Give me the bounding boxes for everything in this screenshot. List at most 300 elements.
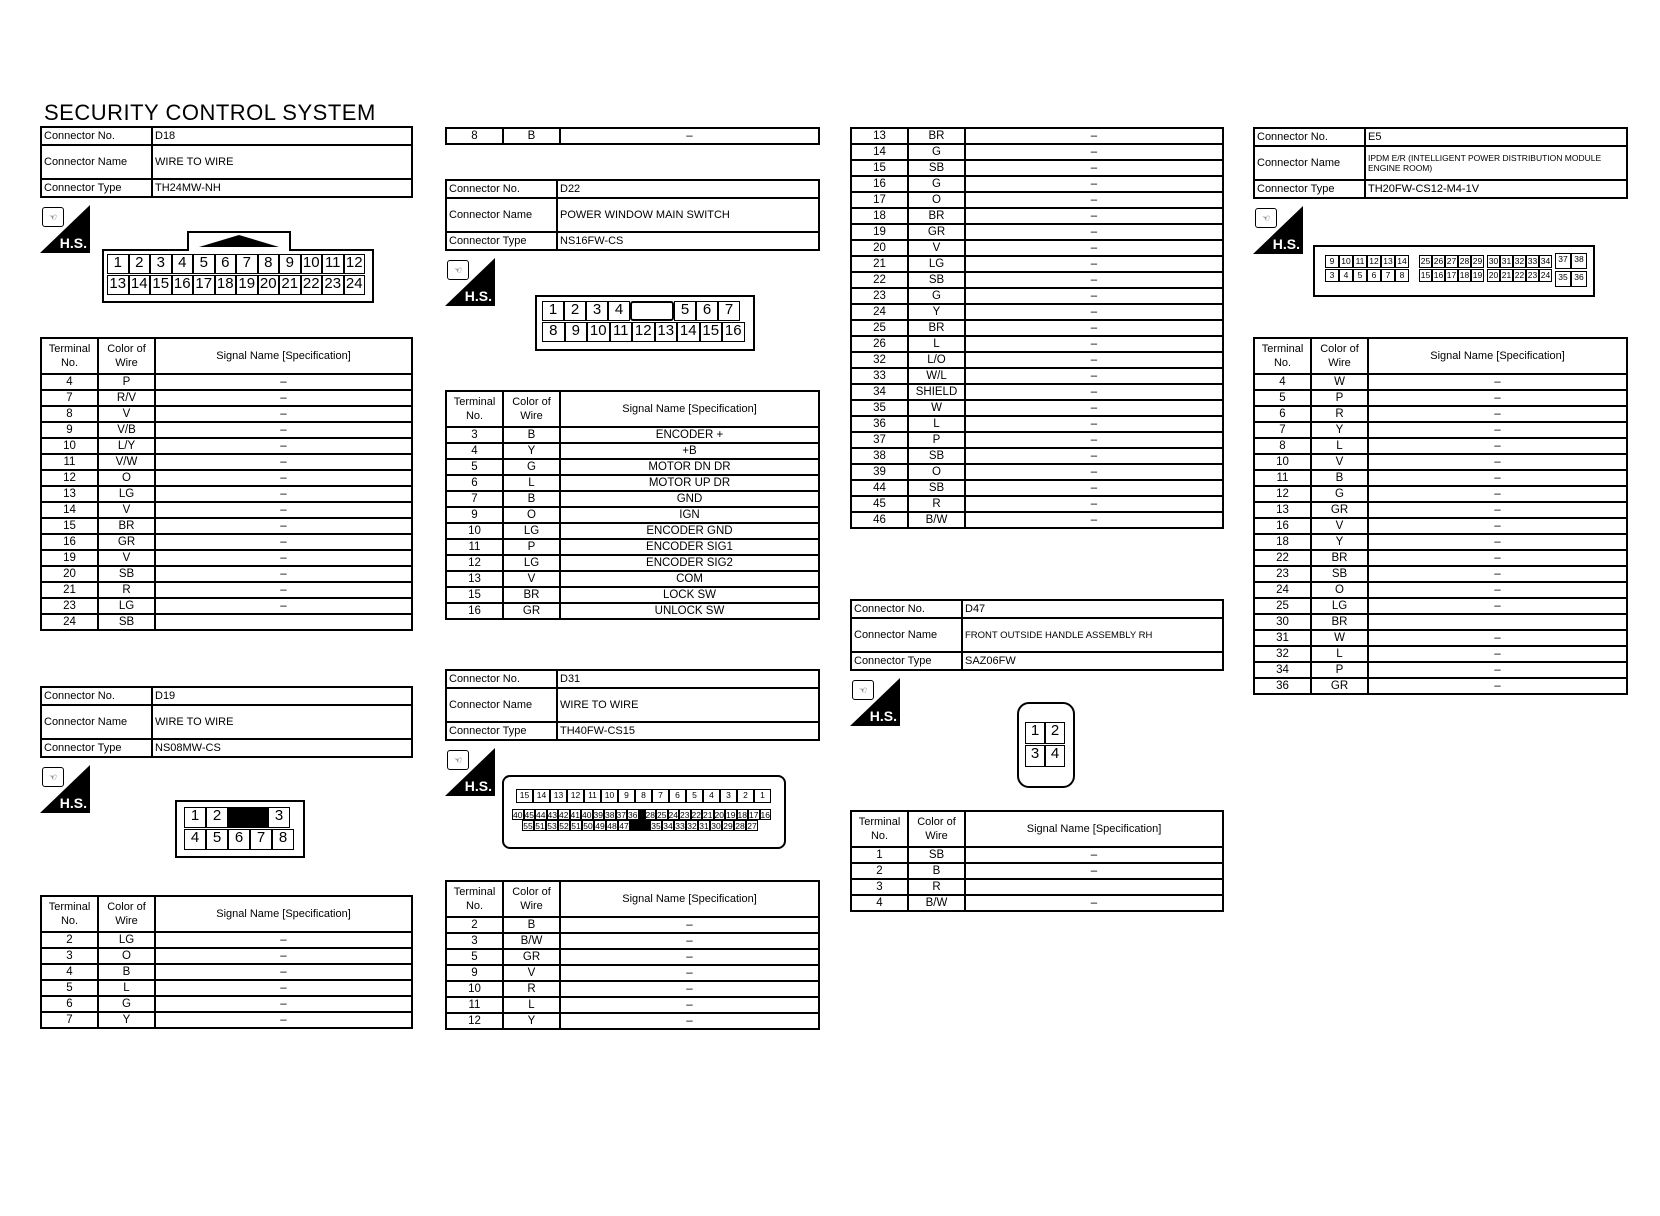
signal-name-cell: –	[1368, 422, 1627, 438]
terminal-no-cell: 22	[851, 272, 908, 288]
e5-info	[1253, 127, 1628, 199]
terminal-no-cell: 7	[41, 1012, 98, 1028]
terminal-no-cell: 32	[1254, 646, 1311, 662]
d31-connector-face	[502, 775, 786, 849]
wire-color-cell: W/L	[908, 368, 965, 384]
hs-icon: ☜ H.S.	[445, 258, 495, 306]
terminal-no-cell: 2	[446, 917, 503, 933]
table-row	[851, 176, 1223, 192]
wire-color-cell: BR	[1311, 550, 1368, 566]
signal-name-cell: ENCODER SIG2	[560, 555, 819, 571]
terminal-no-cell: 7	[41, 390, 98, 406]
wire-color-cell: B/W	[503, 933, 560, 949]
terminal-no-cell: 13	[446, 571, 503, 587]
pin-cell: 23	[322, 275, 344, 295]
pin-cell: 16	[760, 810, 770, 820]
pin-cell: 29	[723, 821, 733, 831]
connector-no-value: E5	[1365, 128, 1627, 146]
wire-color-cell: GR	[908, 224, 965, 240]
signal-name-cell: –	[965, 128, 1223, 144]
terminal-no-cell: 8	[446, 128, 503, 144]
wire-color-cell: BR	[503, 587, 560, 603]
terminal-no-cell: 4	[41, 964, 98, 980]
table-row	[851, 448, 1223, 464]
table-row	[851, 512, 1223, 528]
wire-color-cell: SB	[908, 272, 965, 288]
table-row	[1254, 630, 1627, 646]
pin-row	[522, 820, 758, 831]
terminal-no-cell: 10	[446, 981, 503, 997]
page-title: SECURITY CONTROL SYSTEM	[44, 100, 376, 125]
connector-name-value: WIRE TO WIRE	[152, 705, 412, 739]
pin-cell: 1	[542, 301, 564, 321]
terminal-no-header: Terminal No.	[446, 391, 503, 427]
wire-color-cell: LG	[503, 523, 560, 539]
wire-color-cell: B/W	[908, 512, 965, 528]
signal-name-cell: –	[1368, 646, 1627, 662]
signal-name-cell: –	[965, 384, 1223, 400]
signal-name-cell: –	[965, 464, 1223, 480]
terminal-no-cell: 9	[446, 507, 503, 523]
wire-color-cell: P	[98, 374, 155, 390]
pin-cell: 30	[1488, 256, 1499, 266]
pin-cell: 49	[595, 821, 605, 831]
signal-name-cell: –	[155, 1012, 412, 1028]
pin-cell: 4	[608, 301, 630, 321]
wire-color-cell: SB	[908, 448, 965, 464]
pin-cell: 17	[749, 810, 759, 820]
e5-connector-face	[1313, 245, 1595, 297]
table-row	[851, 144, 1223, 160]
pin-row	[1555, 271, 1587, 287]
table-row	[446, 459, 819, 475]
d22-connector-face	[535, 295, 755, 351]
signal-name-cell: –	[965, 176, 1223, 192]
color-of-wire-header: Color of Wire	[98, 896, 155, 932]
d19-pin-table	[40, 895, 413, 1029]
wire-color-cell: W	[908, 400, 965, 416]
connector-type-value: SAZ06FW	[962, 652, 1223, 670]
pin-cell: 51	[535, 821, 545, 831]
terminal-no-cell: 4	[1254, 374, 1311, 390]
wire-color-cell: G	[1311, 486, 1368, 502]
pin-cell: 29	[1472, 256, 1483, 266]
terminal-no-cell: 13	[41, 486, 98, 502]
wire-color-cell: Y	[1311, 534, 1368, 550]
wire-color-cell: SB	[1311, 566, 1368, 582]
signal-name-cell: –	[155, 980, 412, 996]
terminal-no-cell: 14	[851, 144, 908, 160]
terminal-no-cell: 4	[41, 374, 98, 390]
pin-cell: 19	[726, 810, 736, 820]
table-header-row	[41, 896, 412, 932]
pin-cell: 5	[193, 254, 215, 274]
table-row	[851, 464, 1223, 480]
wire-color-cell: SB	[908, 480, 965, 496]
signal-name-cell: –	[155, 454, 412, 470]
table-row	[41, 374, 412, 390]
signal-name-cell: –	[155, 996, 412, 1012]
signal-name-cell: –	[965, 480, 1223, 496]
terminal-no-cell: 5	[1254, 390, 1311, 406]
signal-name-cell: –	[965, 368, 1223, 384]
pin-cell: 32	[1514, 256, 1525, 266]
terminal-no-cell: 2	[851, 863, 908, 879]
wire-color-cell: B	[503, 491, 560, 507]
wire-color-cell: GR	[1311, 502, 1368, 518]
wire-color-cell: O	[908, 464, 965, 480]
connector-type-value: NS08MW-CS	[152, 739, 412, 757]
table-row	[446, 997, 819, 1013]
pin-cell: 1	[184, 807, 206, 828]
connector-no-label: Connector No.	[446, 180, 557, 198]
pin-cell: 4	[172, 254, 194, 274]
pin-cell: 22	[301, 275, 323, 295]
pin-cell: 9	[279, 254, 301, 274]
terminal-no-cell: 21	[851, 256, 908, 272]
terminal-no-cell: 9	[41, 422, 98, 438]
pin-cell: 15	[1420, 270, 1431, 280]
pin-cell: 2	[206, 807, 228, 828]
wire-color-cell: B	[908, 863, 965, 879]
signal-name-cell: –	[965, 256, 1223, 272]
terminal-no-cell: 3	[41, 948, 98, 964]
pin-cell: 14	[129, 275, 151, 295]
table-row	[41, 502, 412, 518]
pin-cell: 15	[516, 789, 533, 803]
table-row	[851, 208, 1223, 224]
terminal-no-cell: 46	[851, 512, 908, 528]
table-row	[851, 160, 1223, 176]
pin-cell: 3	[1325, 269, 1339, 282]
wire-color-cell: Y	[503, 1013, 560, 1029]
terminal-no-cell: 26	[851, 336, 908, 352]
pin-cell: 37	[1555, 253, 1571, 269]
signal-name-cell: –	[1368, 486, 1627, 502]
pin-cell: 8	[635, 789, 652, 803]
connector-name-value: POWER WINDOW MAIN SWITCH	[557, 198, 819, 232]
table-row	[851, 480, 1223, 496]
pin-cell: 7	[236, 254, 258, 274]
table-row	[41, 438, 412, 454]
wire-color-cell: R	[1311, 406, 1368, 422]
pin-cell: 18	[737, 810, 747, 820]
pin-cell: 8	[272, 829, 294, 850]
connector-name-value: IPDM E/R (INTELLIGENT POWER DISTRIBUTION MODULE ENGINE ROOM)	[1365, 146, 1627, 180]
wire-color-cell: O	[98, 470, 155, 486]
signal-name-cell: –	[965, 304, 1223, 320]
signal-name-cell: –	[155, 422, 412, 438]
wire-color-cell: GR	[1311, 678, 1368, 694]
connector-no-value: D22	[557, 180, 819, 198]
signal-name-cell: GND	[560, 491, 819, 507]
pin-cell: 14	[1395, 255, 1409, 268]
connector-key	[630, 820, 650, 831]
signal-name-cell: IGN	[560, 507, 819, 523]
d22-info	[445, 179, 820, 251]
hs-icon: ☜ H.S.	[850, 678, 900, 726]
signal-name-cell: –	[560, 997, 819, 1013]
table-header-row	[851, 811, 1223, 847]
pin-cell: 48	[607, 821, 617, 831]
terminal-no-cell: 5	[446, 459, 503, 475]
pin-row	[184, 807, 290, 828]
table-row	[41, 486, 412, 502]
pin-cell: 9	[565, 322, 588, 342]
pin-cell: 10	[601, 789, 618, 803]
pin-cell: 39	[593, 810, 603, 820]
signal-name-cell: –	[965, 208, 1223, 224]
d31-pin-table	[445, 880, 820, 1030]
d19-connector-face	[175, 800, 305, 858]
connector-name-label: Connector Name	[446, 688, 557, 722]
pin-row	[1025, 722, 1065, 744]
terminal-no-cell: 19	[851, 224, 908, 240]
terminal-no-cell: 18	[851, 208, 908, 224]
table-row	[851, 192, 1223, 208]
pin-cell: 21	[703, 810, 713, 820]
signal-name-cell: –	[155, 964, 412, 980]
signal-name-cell: –	[965, 144, 1223, 160]
signal-name-cell: –	[1368, 662, 1627, 678]
pin-cell: 10	[301, 254, 323, 274]
e5-pin-table	[1253, 337, 1628, 695]
terminal-no-cell: 11	[41, 454, 98, 470]
pin-cell: 51	[571, 821, 581, 831]
pin-cell: 7	[652, 789, 669, 803]
signal-name-cell: –	[560, 933, 819, 949]
pin-cell: 8	[258, 254, 280, 274]
signal-name-cell: –	[1368, 550, 1627, 566]
pin-cell: 37	[616, 810, 626, 820]
signal-name-cell: –	[560, 949, 819, 965]
terminal-no-cell: 44	[851, 480, 908, 496]
table-row	[851, 847, 1223, 863]
table-row	[41, 534, 412, 550]
signal-name-cell: –	[965, 847, 1223, 863]
color-of-wire-header: Color of Wire	[98, 338, 155, 374]
signal-name-header: Signal Name [Specification]	[155, 338, 412, 374]
wire-color-cell: LG	[503, 555, 560, 571]
wire-color-cell: B	[503, 427, 560, 443]
wire-color-cell: L	[908, 416, 965, 432]
wire-color-cell: R	[98, 582, 155, 598]
table-row	[1254, 486, 1627, 502]
connector-no-label: Connector No.	[1254, 128, 1365, 146]
wire-color-cell: V	[503, 571, 560, 587]
terminal-no-cell: 5	[41, 980, 98, 996]
terminal-no-cell: 13	[851, 128, 908, 144]
table-row	[851, 256, 1223, 272]
terminal-no-cell: 20	[851, 240, 908, 256]
signal-name-cell: –	[965, 416, 1223, 432]
pin-cell: 5	[674, 301, 696, 321]
wire-color-cell: SB	[98, 614, 155, 630]
terminal-no-cell: 10	[1254, 454, 1311, 470]
wire-color-cell: LG	[98, 486, 155, 502]
terminal-no-cell: 9	[446, 965, 503, 981]
pin-cell: 6	[228, 829, 250, 850]
connector-no-label: Connector No.	[851, 600, 962, 618]
signal-name-cell: –	[965, 272, 1223, 288]
signal-name-cell: ENCODER +	[560, 427, 819, 443]
wire-color-cell: B	[503, 917, 560, 933]
signal-name-cell: LOCK SW	[560, 587, 819, 603]
table-row	[41, 518, 412, 534]
signal-name-cell: –	[155, 438, 412, 454]
table-row	[851, 352, 1223, 368]
terminal-no-header: Terminal No.	[41, 338, 98, 374]
d18-continued-table	[445, 127, 820, 145]
terminal-no-cell: 8	[1254, 438, 1311, 454]
table-header-row	[446, 881, 819, 917]
terminal-no-cell: 24	[41, 614, 98, 630]
pin-cell: 23	[1527, 270, 1538, 280]
terminal-no-cell: 11	[1254, 470, 1311, 486]
table-row	[41, 550, 412, 566]
wire-color-cell: P	[1311, 662, 1368, 678]
connector-name-label: Connector Name	[851, 618, 962, 652]
terminal-no-cell: 31	[1254, 630, 1311, 646]
d47-connector-face	[1017, 702, 1075, 788]
d18-pin-table	[40, 337, 413, 631]
pin-cell: 27	[747, 821, 757, 831]
connector-name-label: Connector Name	[41, 145, 152, 179]
signal-name-cell: –	[965, 863, 1223, 879]
d18-connector-face	[102, 249, 374, 303]
wire-color-cell: O	[1311, 582, 1368, 598]
wire-color-cell: LG	[1311, 598, 1368, 614]
table-row	[851, 304, 1223, 320]
wire-color-cell: V	[98, 550, 155, 566]
signal-name-cell: –	[155, 948, 412, 964]
pin-cell: 47	[619, 821, 629, 831]
pin-cell: 35	[651, 821, 661, 831]
connector-no-value: D31	[557, 670, 819, 688]
pin-row	[107, 275, 365, 295]
signal-name-cell: –	[1368, 566, 1627, 582]
terminal-no-cell: 13	[1254, 502, 1311, 518]
signal-name-cell	[155, 614, 412, 630]
wire-color-cell: G	[503, 459, 560, 475]
wire-color-cell: LG	[98, 598, 155, 614]
signal-name-cell: UNLOCK SW	[560, 603, 819, 619]
signal-name-cell: –	[965, 448, 1223, 464]
pin-cell: 1	[1025, 722, 1045, 744]
terminal-no-cell: 23	[1254, 566, 1311, 582]
terminal-no-cell: 14	[41, 502, 98, 518]
connector-key	[228, 807, 268, 828]
terminal-no-cell: 12	[446, 1013, 503, 1029]
signal-name-cell: –	[560, 128, 819, 144]
table-row	[41, 932, 412, 948]
table-row	[41, 454, 412, 470]
connector-type-label: Connector Type	[41, 739, 152, 757]
signal-name-cell: –	[155, 582, 412, 598]
pin-cell: 8	[1395, 269, 1409, 282]
pin-row	[1419, 255, 1484, 268]
table-row	[41, 598, 412, 614]
signal-name-cell: –	[560, 1013, 819, 1029]
terminal-no-cell: 17	[851, 192, 908, 208]
wire-color-cell: L/Y	[98, 438, 155, 454]
table-row	[851, 336, 1223, 352]
table-row	[446, 603, 819, 619]
pin-cell: 1	[754, 789, 771, 803]
wire-color-cell: SHIELD	[908, 384, 965, 400]
signal-name-header: Signal Name [Specification]	[560, 881, 819, 917]
connector-type-label: Connector Type	[446, 722, 557, 740]
table-row	[1254, 582, 1627, 598]
table-row	[1254, 662, 1627, 678]
connector-type-label: Connector Type	[41, 179, 152, 197]
wire-color-cell: R/V	[98, 390, 155, 406]
signal-name-header: Signal Name [Specification]	[560, 391, 819, 427]
pin-cell: 10	[1339, 255, 1353, 268]
pin-cell: 11	[1353, 255, 1367, 268]
wire-color-cell: GR	[98, 534, 155, 550]
wire-color-cell: O	[908, 192, 965, 208]
signal-name-cell: –	[1368, 598, 1627, 614]
wire-color-cell: SB	[98, 566, 155, 582]
wire-color-cell: P	[503, 539, 560, 555]
table-row	[446, 1013, 819, 1029]
pin-cell: 13	[107, 275, 129, 295]
signal-name-cell: –	[965, 320, 1223, 336]
wire-color-cell: O	[98, 948, 155, 964]
table-row	[446, 587, 819, 603]
wire-color-cell: V	[98, 502, 155, 518]
terminal-no-cell: 7	[1254, 422, 1311, 438]
signal-name-cell: MOTOR UP DR	[560, 475, 819, 491]
terminal-no-cell: 16	[41, 534, 98, 550]
terminal-no-cell: 3	[446, 933, 503, 949]
pin-cell: 3	[586, 301, 608, 321]
terminal-no-cell: 7	[446, 491, 503, 507]
signal-name-cell: –	[155, 486, 412, 502]
signal-name-cell: +B	[560, 443, 819, 459]
wire-color-cell: BR	[908, 128, 965, 144]
wire-color-cell: Y	[503, 443, 560, 459]
wire-color-cell: L	[1311, 646, 1368, 662]
pin-cell: 34	[663, 821, 673, 831]
pin-cell: 31	[699, 821, 709, 831]
terminal-no-cell: 23	[851, 288, 908, 304]
wire-color-cell: V/W	[98, 454, 155, 470]
pin-cell: 20	[714, 810, 724, 820]
signal-name-header: Signal Name [Specification]	[155, 896, 412, 932]
terminal-no-cell: 30	[1254, 614, 1311, 630]
connector-name-label: Connector Name	[446, 198, 557, 232]
pin-cell: 20	[1488, 270, 1499, 280]
terminal-no-header: Terminal No.	[1254, 338, 1311, 374]
signal-name-cell: –	[1368, 470, 1627, 486]
hs-icon: ☜ H.S.	[40, 765, 90, 813]
table-row	[446, 491, 819, 507]
table-row	[41, 566, 412, 582]
terminal-no-cell: 3	[446, 427, 503, 443]
pin-cell: 50	[583, 821, 593, 831]
signal-name-cell: –	[1368, 518, 1627, 534]
signal-name-cell: –	[965, 336, 1223, 352]
table-row	[446, 571, 819, 587]
table-row	[851, 272, 1223, 288]
wire-color-cell: BR	[908, 208, 965, 224]
pin-cell: 2	[564, 301, 586, 321]
pin-cell: 41	[570, 810, 580, 820]
wire-color-cell: L	[503, 997, 560, 1013]
pin-cell: 3	[268, 807, 290, 828]
